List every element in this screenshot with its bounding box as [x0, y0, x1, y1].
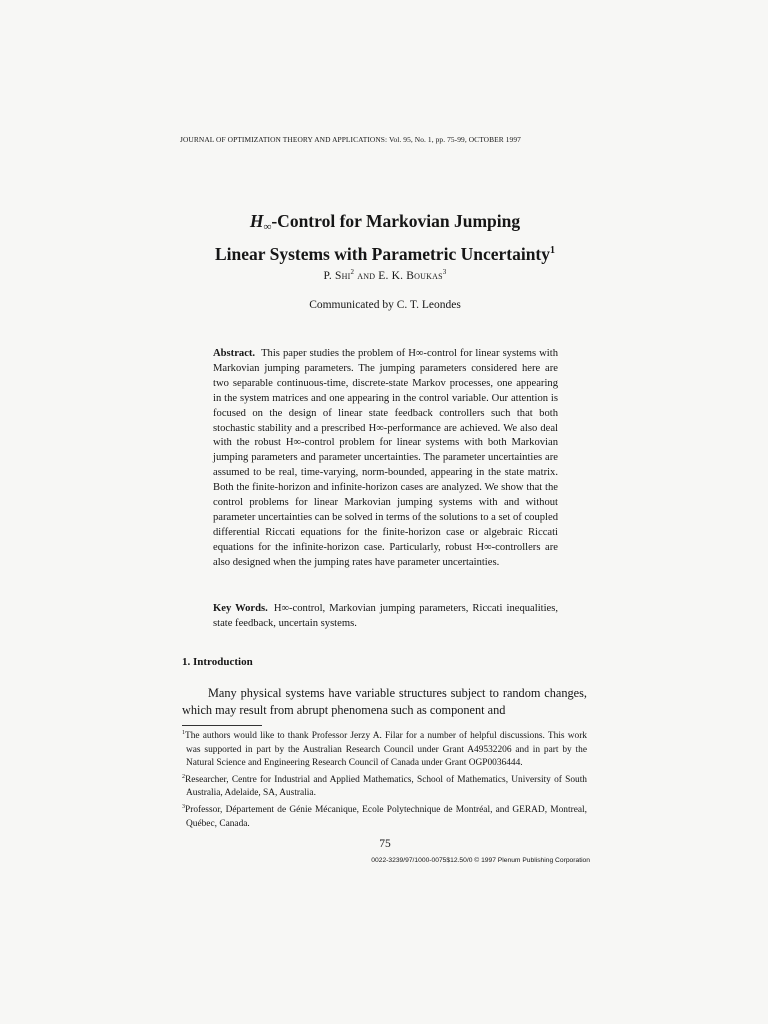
abstract-text: This paper studies the problem of H∞-control for linear systems with Markovian jumping parameters. The jumping parameters considered here are two separable continuous-time, discrete-state Markov processes, one appearing in the system matrices and one appearing in the control variable. Our attention is focused on the design of linear state feedback controllers such that both stochastic stability and a prescribed H∞-performance are achieved. We also deal with the robust H∞-control problem for linear systems with both Markovian jumping parameters and parameter uncertainties. The parameter uncertainties are assumed to be real, time-varying, norm-bounded, appearing in the state matrix. Both the finite-horizon and infinite-horizon cases are analyzed. We show that the control problems for linear Markovian jumping systems with and without parameter uncertainties can be solved in terms of the solutions to a set of coupled differential Riccati equations for the finite-horizon case or algebraic Riccati equations for the infinite-horizon case. Particularly, robust H∞-controllers are also designed when the jumping rates have parameter uncertainties.: [213, 348, 558, 568]
footnote-text: Professor, Département de Génie Mécanique, Ecole Polytechnique de Montréal, and GERAD, Montreal, Québec, Canada.: [185, 804, 587, 829]
footnote-mark: 1: [182, 730, 185, 736]
title-symbol-subscript: ∞: [263, 221, 272, 233]
key-words-label: Key Words.: [213, 603, 268, 614]
footnote-text: Researcher, Centre for Industrial and Applied Mathematics, School of Mathematics, University of South Australia, Adelaide, SA, Australia.: [185, 774, 587, 799]
key-words: [213, 602, 558, 632]
title-line-1-text: -Control for Markovian Jumping: [271, 211, 521, 231]
title-symbol: H: [249, 211, 264, 231]
footnote: [182, 771, 587, 801]
title-line-1: [150, 210, 620, 239]
abstract-label: Abstract.: [213, 348, 256, 359]
footnote-divider: [182, 725, 262, 726]
footnote: [182, 801, 587, 831]
title-footnote-mark: 1: [550, 245, 556, 256]
author-2-mark: 3: [442, 268, 447, 276]
section-heading: 1. Introduction: [182, 656, 253, 668]
title-line-2: [150, 239, 620, 266]
footnote: [182, 727, 587, 771]
abstract: [213, 347, 558, 571]
author-line: [150, 268, 620, 282]
footnote-text: The authors would like to thank Professor Jerzy A. Filar for a number of helpful discussions. This work was supported in part by the Australian Research Council under Grant A49532206 and in part by the Natural Science and Engineering Research Council of Canada under Grant OGP0036444.: [185, 731, 587, 769]
running-head: JOURNAL OF OPTIMIZATION THEORY AND APPLICATIONS: Vol. 95, No. 1, pp. 75-99, OCTOBER 1997: [180, 135, 521, 144]
footnotes: [182, 727, 587, 831]
communicated-by: Communicated by C. T. Leondes: [309, 299, 461, 311]
title-line-2-text: Linear Systems with Parametric Uncertainty: [214, 244, 551, 264]
author-1-mark: 2: [350, 268, 355, 276]
copyright-line: 0022-3239/97/1000-0075$12.50/0 © 1997 Plenum Publishing Corporation: [371, 857, 590, 864]
paper-title: [150, 210, 620, 266]
footnote-mark: 2: [182, 773, 185, 780]
page-number: 75: [379, 838, 391, 850]
author-1: P. Shi: [323, 270, 351, 282]
footnote-mark: 3: [182, 803, 185, 810]
key-words-text: H∞-control, Markovian jumping parameters, Riccati inequalities, state feedback, uncertain systems.: [213, 603, 558, 629]
author-2: E. K. Boukas: [378, 270, 443, 282]
intro-paragraph: Many physical systems have variable structures subject to random changes, which may result from abrupt phenomena such as component and: [182, 686, 587, 717]
author-conjunction: and: [357, 270, 376, 282]
